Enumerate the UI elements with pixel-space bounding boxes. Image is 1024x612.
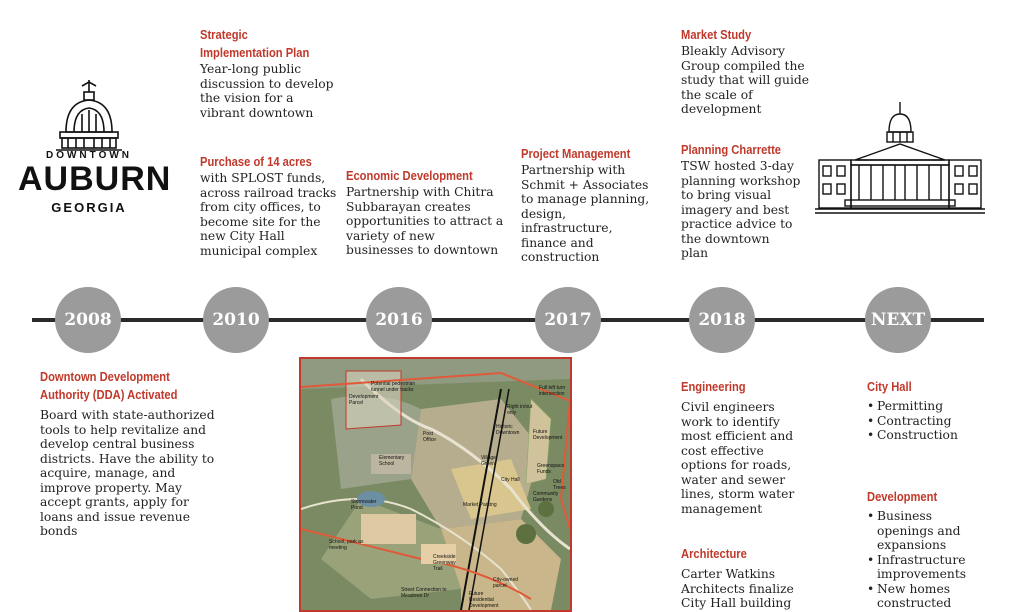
map-label: Street Connection to Meadows Dr [401,587,447,599]
auburn-logo [18,80,172,220]
event-development [867,488,966,611]
cityhall-list [867,399,958,443]
site-plan-drawing [301,359,570,610]
event-title: Planning Charrette [681,142,782,157]
map-label: Greenspace Funds [537,463,565,475]
list-item: • Construction [867,428,958,443]
event-text: Partnership with Schmit + Associates to manage planning, design, infrastructure, finance and construction [521,163,650,264]
map-label: Development Parcel [349,394,379,406]
year-2017: 2017 [535,287,601,353]
map-label: Post Office [423,431,436,443]
year-2010: 2010 [203,287,269,353]
map-label: Old Trees [553,479,566,491]
event-text: with SPLOST funds, across railroad tracks from city offices, to become site for the new City Hall municipal complex [200,171,337,258]
timeline-line [32,318,984,322]
map-label: Elementary School [379,455,405,467]
event-title: Market Study [681,27,752,42]
event-title: Downtown Development [40,369,170,384]
list-item: • New homes constructed [867,582,966,611]
event-text: Partnership with Chitra Subbarayan creates opportunities to attract a variety of new businesses to downtown [346,185,504,257]
map-label: Stormwater Pond [351,499,377,511]
event-title: Development [867,489,938,504]
event-title: City Hall [867,379,912,394]
map-label: Potential pedestrian tunnel under tracks [371,381,416,393]
event-title: Project Management [521,146,631,161]
event-engineering [681,378,794,516]
logo-downtown: DOWNTOWN [45,150,133,161]
event-charrette [681,141,800,261]
map-label: Future Residential Development [469,591,499,609]
year-2018: 2018 [689,287,755,353]
development-list [867,509,966,611]
list-item: • Infrastructure improvements [867,553,966,582]
site-plan-map [299,357,572,612]
event-title: Purchase of 14 acres [200,154,312,169]
year-next: NEXT [865,287,931,353]
event-architecture [681,545,794,611]
map-label: Historic Downtown [496,424,520,436]
map-label: School, park as meeting [329,539,364,551]
event-text: Board with state-authorized tools to help revitalize and develop central business districts. Have the ability to acquire, manage, and improve property. May accept grants, apply for loans and issue revenue bonds [40,408,215,538]
logo-georgia: GEORGIA [51,200,127,215]
list-item: • Contracting [867,414,958,429]
city-hall-icon [815,100,985,215]
map-label: Community Gardens [533,491,559,503]
event-cityhall [867,378,958,443]
year-2016: 2016 [366,287,432,353]
map-label: Right in/out only [507,404,533,416]
list-item: • Permitting [867,399,958,414]
event-title: Strategic [200,27,248,42]
event-project [521,145,649,265]
map-label: Future Development [533,429,563,441]
event-title: Authority (DDA) Activated [40,387,178,402]
event-strategic [200,26,334,120]
year-2008: 2008 [55,287,121,353]
dome-icon [18,80,160,160]
map-label: Market Parking [463,502,497,508]
event-purchase [200,153,336,258]
logo-auburn: AUBURN [18,160,172,198]
event-market [681,26,809,117]
event-text: Bleakly Advisory Group compiled the study that will guide the scale of development [681,44,810,116]
map-label: Full left turn intersection [539,385,566,397]
map-label: Creekside Greenway Trail [433,554,456,572]
event-text: TSW hosted 3-day planning workshop to bring visual imagery and best practice advice to the downtown plan [681,159,801,260]
map-label: City Hall [501,477,520,483]
event-text: Civil engineers work to identify most efficient and cost effective options for roads, water and sewer lines, storm water management [681,400,795,516]
event-text: Year-long public discussion to develop the vision for a vibrant downtown [200,62,334,120]
event-title: Engineering [681,379,746,394]
event-economic [346,167,503,258]
event-title: Economic Development [346,168,473,183]
event-text: Carter Watkins Architects finalize City Hall building [681,567,794,610]
city-hall-illustration [815,100,985,215]
map-label: Village Green [481,455,496,467]
map-label: City-owned parcel [493,577,519,589]
event-title: Architecture [681,546,747,561]
list-item: • Business openings and expansions [867,509,966,553]
event-dda [40,368,215,539]
event-title: Implementation Plan [200,45,310,60]
